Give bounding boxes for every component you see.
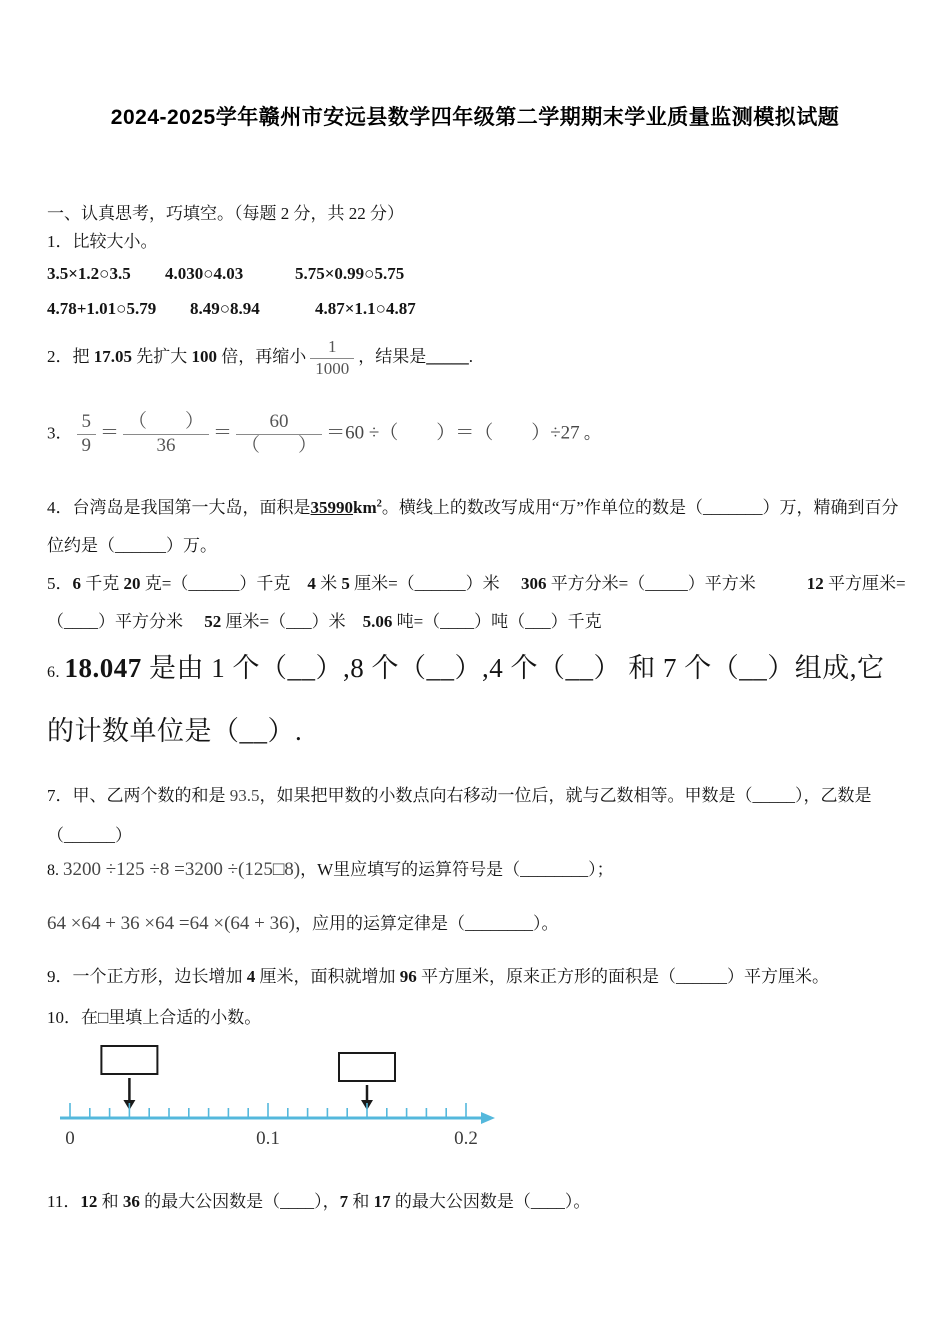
question-11: 11．12 和 36 的最大公因数是（____），7 和 17 的最大公因数是（____）。	[47, 1192, 591, 1211]
question-7: 7．甲、乙两个数的和是 93.5，如果把甲数的小数点向右移动一位后，就与乙数相等。甲数是（_____），乙数是（______）	[47, 786, 872, 845]
axis-label: 0	[65, 1128, 75, 1149]
axis-arrow-icon	[481, 1112, 495, 1124]
fraction: $\frac{1}{1000}$	[310, 338, 354, 378]
number-line-diagram	[55, 1038, 515, 1160]
comparison-item: 4.030○4.03	[165, 264, 244, 283]
question-4: 4．台湾岛是我国第一大岛，面积是$35990km^2$。横线上的数改写成用“万”作单位的数是（_______）万，精确到百分位约是（______）万。	[47, 498, 899, 556]
axis-label: 0.2	[454, 1128, 478, 1149]
answer-box	[339, 1053, 395, 1081]
comparison-item: 4.78+1.01○5.79	[47, 299, 157, 318]
question-1-label: 1．比较大小。	[47, 232, 158, 251]
comparison-item: 4.87×1.1○4.87	[315, 299, 416, 318]
number-line-svg	[55, 1038, 515, 1160]
question-5: 5．6 千克 20 克=（______）千克 4 米 5 厘米=（______）米 306 平方分米=（_____）平方米 12 平方厘米=（____）平方分米 52 厘米=（___）米 5.06 吨=（____）吨（___）千克	[47, 574, 906, 632]
fraction: $\frac{( )}{36}$	[123, 412, 209, 457]
question-8-part2: 64 ×64 + 36 ×64 =64 ×(64 + 36)，应用的运算定律是（________）。	[47, 913, 559, 934]
axis-label: 0.1	[256, 1128, 280, 1149]
question-3: 3． $\frac{5}{9}$ ＝ $\frac{( )}{36}$ ＝ $\frac{60}{( )}$ ＝60 ÷（ ）＝（ ）÷27 。	[47, 411, 601, 456]
page-title: 2024-2025学年赣州市安远县数学四年级第二学期期末学业质量监测模拟试题	[110, 106, 840, 129]
comparison-item: 8.49○8.94	[190, 299, 260, 318]
question-6: 6. 18.047 是由 1 个（__）,8 个（__）,4 个（__） 和 7 个（__）组成,它的计数单位是（__）.	[47, 653, 885, 746]
question-1-comparisons-row2	[47, 297, 906, 322]
comparison-item: 5.75×0.99○5.75	[295, 264, 405, 283]
question-9: 9．一个正方形，边长增加 4 厘米，面积就增加 96 平方厘米，原来正方形的面积是（______）平方厘米。	[47, 967, 829, 986]
question-10: 10．在□里填上合适的小数。	[47, 1008, 262, 1027]
section-heading: 一、认真思考，巧填空。（每题 2 分，共 22 分）	[47, 204, 404, 223]
question-8-part1: 8. 3200 ÷125 ÷8 =3200 ÷(125□8)，W里应填写的运算符号是（________）；	[47, 859, 614, 880]
comparison-item: 3.5×1.2○3.5	[47, 264, 131, 283]
fraction: $\frac{5}{9}$	[77, 412, 97, 457]
answer-box	[101, 1046, 157, 1074]
question-1-comparisons-row1	[47, 262, 906, 287]
question-2: 2．把 17.05 先扩大 100 倍，再缩小 $\frac{1}{1000}$ ，结果是_____.	[47, 337, 473, 378]
fraction: $\frac{60}{( )}$	[236, 412, 322, 457]
